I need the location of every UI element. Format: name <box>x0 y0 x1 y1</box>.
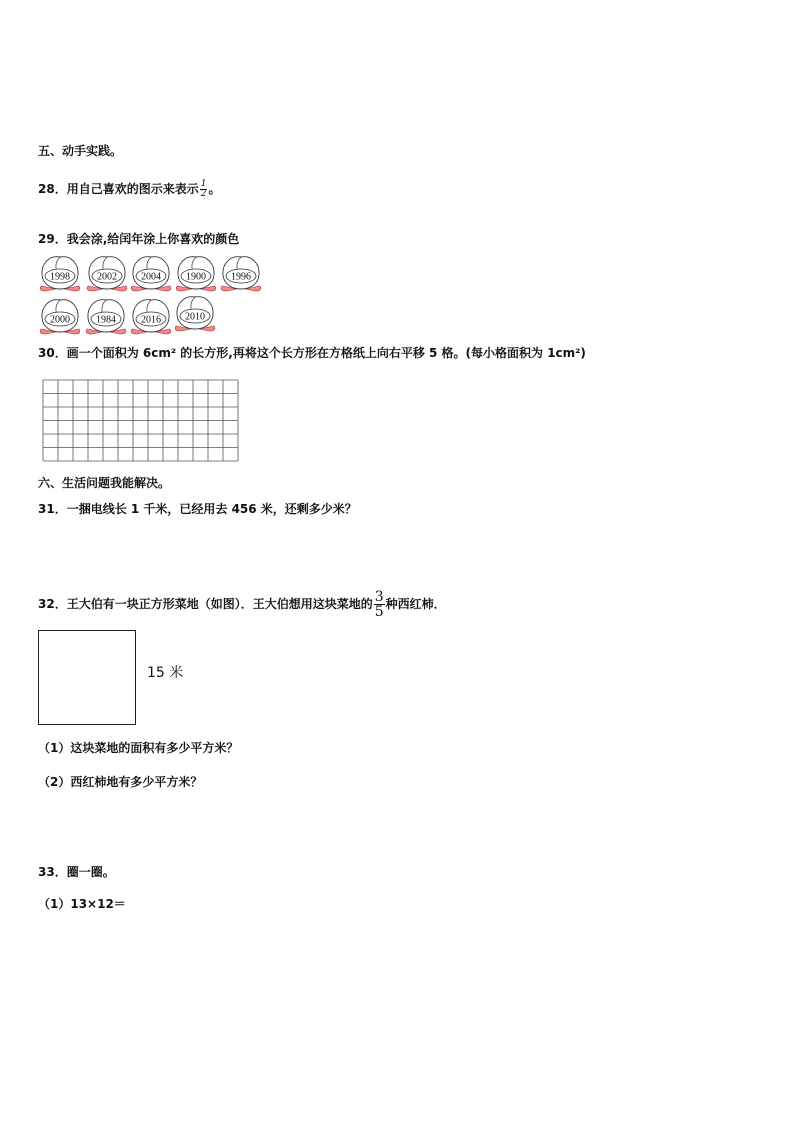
section5-title: 五、动手实践。 <box>38 144 123 158</box>
question-32-part2: （2）西红柿地有多少平方米？ <box>38 775 203 789</box>
question-33-part1: （1）13×12＝ <box>38 897 126 911</box>
peach-year-2002[interactable] <box>85 253 129 296</box>
question-29: 29．我会涂,给闰年涂上你喜欢的颜色 <box>38 232 240 246</box>
question-32: 32．王大伯有一块正方形菜地（如图）．王大伯想用这块菜地的 $\frac{3}{5}$ 种西红柿． <box>38 589 446 620</box>
peach-icon <box>173 293 217 333</box>
peach-icon <box>85 253 129 293</box>
square-grid-paper <box>42 379 240 463</box>
peach-icon <box>129 296 173 336</box>
peach-year-2016[interactable] <box>129 296 173 339</box>
peach-year-label: 1900 <box>186 271 206 283</box>
q32-fraction: $\frac{3}{5}$ <box>374 589 384 620</box>
peach-icon <box>219 253 263 293</box>
peach-year-1998[interactable] <box>38 253 82 296</box>
side-length-label: 15 米 <box>147 665 184 681</box>
question-33: 33．圈一圈。 <box>38 865 115 879</box>
peach-year-2004[interactable] <box>129 253 173 296</box>
question-32-part1: （1）这块菜地的面积有多少平方米？ <box>38 741 239 755</box>
peach-year-label: 2000 <box>50 314 70 326</box>
question-28: 28．用自己喜欢的图示来表示 $\frac{1}{2}$ 。 <box>38 179 221 199</box>
peach-icon <box>174 253 218 293</box>
question-30: 30．画一个面积为 6cm² 的长方形,再将这个长方形在方格纸上向右平移 5 格。(每小格面积为 1cm²) <box>38 346 586 360</box>
peach-icon <box>84 296 128 336</box>
peach-icon <box>38 253 82 293</box>
peach-year-label: 2010 <box>185 311 205 323</box>
peach-year-label: 1998 <box>50 271 70 283</box>
peach-year-label: 2004 <box>141 271 161 283</box>
peach-year-2010[interactable] <box>173 293 217 336</box>
peach-year-1984[interactable] <box>84 296 128 339</box>
section6-title: 六、生活问题我能解决。 <box>38 476 171 490</box>
vegetable-plot-square <box>38 630 136 725</box>
peach-year-label: 1984 <box>96 314 116 326</box>
q28-text: 28．用自己喜欢的图示来表示 <box>38 182 199 196</box>
peach-year-1996[interactable] <box>219 253 263 296</box>
peach-year-2000[interactable] <box>38 296 82 339</box>
peach-year-label: 1996 <box>231 271 251 283</box>
peach-icon <box>129 253 173 293</box>
question-31: 31．一捆电线长 1 千米，已经用去 456 米，还剩多少米？ <box>38 502 357 516</box>
peach-year-label: 2002 <box>97 271 117 283</box>
peach-year-1900[interactable] <box>174 253 218 296</box>
peach-icon <box>38 296 82 336</box>
peach-year-label: 2016 <box>141 314 161 326</box>
q28-fraction: $\frac{1}{2}$ <box>200 179 207 199</box>
